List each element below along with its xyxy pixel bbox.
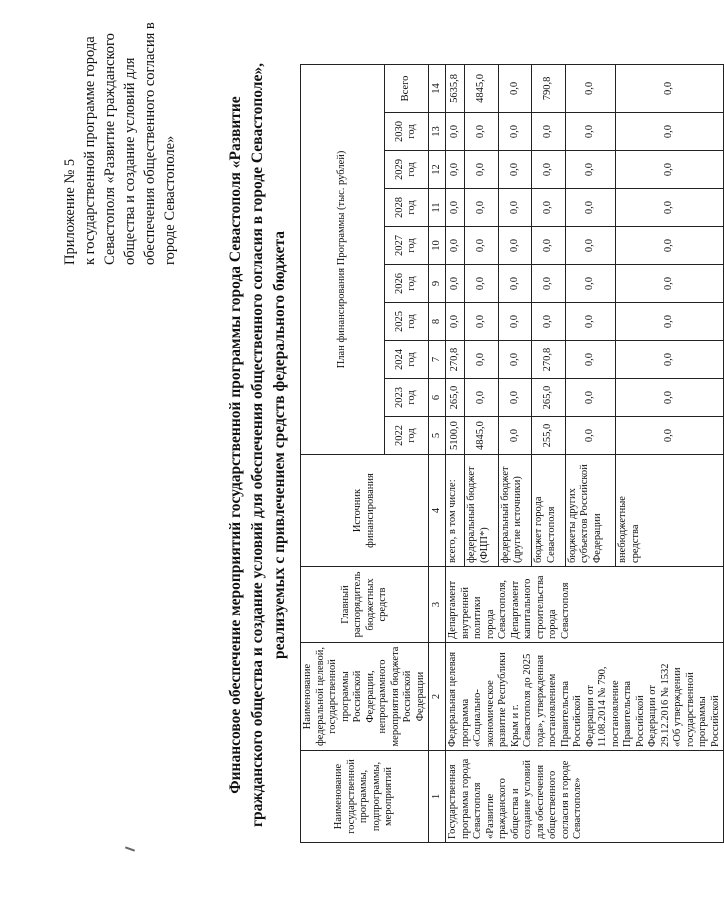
- total-cell: 4845,0: [465, 64, 499, 112]
- index-cell: 13: [429, 113, 446, 151]
- value-cell: 0,0: [565, 379, 615, 417]
- title-line: гражданского общества и создание условий для обеспечения общественного согласия в городе Севастополе»,: [249, 62, 266, 828]
- index-row: [429, 64, 446, 842]
- header-total: Всего: [384, 64, 428, 112]
- value-cell: 0,0: [616, 379, 724, 417]
- value-cell: 0,0: [446, 227, 465, 265]
- value-cell: 0,0: [498, 189, 532, 227]
- federal-program-cell: Федеральная целевая программа «Социально-экономическое развитие Республики Крым и г. Севастополя до 2025 года», утвержденная постановлением Правительства Российской Федерации от 11.08.2014 № 790, постановление Правительства Российской Федерации от 29.12.2016 № 1532 «Об утверждении государственной программы Российской: [446, 643, 724, 751]
- header-year: 2029 год: [384, 151, 428, 189]
- value-cell: 0,0: [616, 151, 724, 189]
- value-cell: 0,0: [565, 341, 615, 379]
- value-cell: 0,0: [532, 265, 566, 303]
- appendix-line: Приложение № 5: [62, 158, 78, 265]
- source-cell: всего, в том числе:: [446, 455, 465, 567]
- header-distributor: Главный распорядитель бюджетных средств: [301, 567, 429, 643]
- index-cell: 6: [429, 379, 446, 417]
- total-cell: 0,0: [565, 64, 615, 112]
- value-cell: 0,0: [498, 379, 532, 417]
- index-cell: 10: [429, 227, 446, 265]
- value-cell: 4845,0: [465, 417, 499, 455]
- source-cell: бюджет города Севастополя: [532, 455, 566, 567]
- value-cell: 0,0: [465, 113, 499, 151]
- source-cell: федеральный бюджет (другие источники): [498, 455, 532, 567]
- value-cell: 0,0: [498, 303, 532, 341]
- financing-table: [300, 64, 724, 843]
- value-cell: 270,8: [532, 341, 566, 379]
- index-cell: 7: [429, 341, 446, 379]
- value-cell: 0,0: [465, 227, 499, 265]
- value-cell: 0,0: [446, 303, 465, 341]
- appendix-note: [60, 10, 180, 265]
- value-cell: 0,0: [498, 265, 532, 303]
- index-cell: 12: [429, 151, 446, 189]
- header-year: 2030 год: [384, 113, 428, 151]
- value-cell: 0,0: [565, 113, 615, 151]
- index-cell: 9: [429, 265, 446, 303]
- value-cell: 0,0: [616, 265, 724, 303]
- appendix-line: городе Севастополе»: [162, 135, 178, 265]
- value-cell: 0,0: [532, 113, 566, 151]
- document-title: [225, 25, 291, 865]
- index-cell: 3: [429, 567, 446, 643]
- value-cell: 0,0: [465, 379, 499, 417]
- distributor-cell: Департамент внутренней политики города Севастополя, Департамент капитального строительства города Севастополя: [446, 567, 724, 643]
- total-cell: 5635,8: [446, 64, 465, 112]
- value-cell: 265,0: [446, 379, 465, 417]
- appendix-line: Севастополя «Развитие гражданского: [102, 33, 118, 265]
- value-cell: 0,0: [465, 341, 499, 379]
- header-year: 2023 год: [384, 379, 428, 417]
- value-cell: 0,0: [565, 151, 615, 189]
- title-line: реализуемых с привлечением средств федерального бюджета: [271, 231, 288, 659]
- header-source: Источник финансирования: [301, 455, 429, 567]
- value-cell: 270,8: [446, 341, 465, 379]
- header-plan: План финансирования Программы (тыс. рублей): [301, 64, 385, 454]
- index-cell: 5: [429, 417, 446, 455]
- table-row: [446, 64, 465, 842]
- header-federal-program: Наименование федеральной целевой, государственной программы Российской Федерации, непрограммного мероприятия бюджета Российской Федерации: [301, 643, 429, 751]
- value-cell: 0,0: [465, 189, 499, 227]
- value-cell: 0,0: [532, 151, 566, 189]
- value-cell: 0,0: [616, 227, 724, 265]
- value-cell: 0,0: [446, 151, 465, 189]
- total-cell: 790,8: [532, 64, 566, 112]
- value-cell: 0,0: [565, 417, 615, 455]
- value-cell: 5100,0: [446, 417, 465, 455]
- value-cell: 0,0: [616, 341, 724, 379]
- value-cell: 0,0: [616, 113, 724, 151]
- value-cell: 0,0: [446, 113, 465, 151]
- value-cell: 0,0: [616, 417, 724, 455]
- index-cell: 8: [429, 303, 446, 341]
- header-program: Наименование государственной программы, подпрограммы, мероприятий: [301, 751, 429, 843]
- header-year: 2027 год: [384, 227, 428, 265]
- value-cell: 265,0: [532, 379, 566, 417]
- value-cell: 0,0: [498, 151, 532, 189]
- source-cell: бюджеты других субъектов Российской Федерации: [565, 455, 615, 567]
- appendix-line: обеспечения общественного согласия в: [142, 22, 158, 265]
- value-cell: 0,0: [498, 417, 532, 455]
- index-cell: 2: [429, 643, 446, 751]
- appendix-line: общества и создание условий для: [122, 57, 138, 265]
- value-cell: 0,0: [565, 189, 615, 227]
- index-cell: 4: [429, 455, 446, 567]
- value-cell: 0,0: [446, 265, 465, 303]
- index-cell: 14: [429, 64, 446, 112]
- value-cell: 0,0: [565, 227, 615, 265]
- value-cell: 0,0: [498, 227, 532, 265]
- source-cell: федеральный бюджет (ФЦП*): [465, 455, 499, 567]
- total-cell: 0,0: [616, 64, 724, 112]
- source-cell: внебюджетные средства: [616, 455, 724, 567]
- value-cell: 0,0: [532, 227, 566, 265]
- header-year: 2026 год: [384, 265, 428, 303]
- header-row: [301, 64, 385, 842]
- title-line: Финансовое обеспечение мероприятий государственной программы города Севастополя «Развитие: [227, 96, 244, 794]
- header-year: 2025 год: [384, 303, 428, 341]
- value-cell: 0,0: [465, 265, 499, 303]
- value-cell: 0,0: [616, 303, 724, 341]
- value-cell: 0,0: [446, 189, 465, 227]
- header-year: 2024 год: [384, 341, 428, 379]
- value-cell: 0,0: [565, 303, 615, 341]
- total-cell: 0,0: [498, 64, 532, 112]
- program-cell: Государственная программа города Севастополя «Развитие гражданского общества и создание условий для обеспечения общественного согласия в городе Севастополе»: [446, 751, 724, 843]
- value-cell: 0,0: [565, 265, 615, 303]
- value-cell: 0,0: [465, 151, 499, 189]
- index-cell: 11: [429, 189, 446, 227]
- value-cell: 255,0: [532, 417, 566, 455]
- index-cell: 1: [429, 751, 446, 843]
- value-cell: 0,0: [532, 189, 566, 227]
- header-year: 2028 год: [384, 189, 428, 227]
- value-cell: 0,0: [465, 303, 499, 341]
- value-cell: 0,0: [616, 189, 724, 227]
- header-year: 2022 год: [384, 417, 428, 455]
- value-cell: 0,0: [498, 113, 532, 151]
- appendix-line: к государственной программе города: [82, 36, 98, 265]
- value-cell: 0,0: [532, 303, 566, 341]
- value-cell: 0,0: [498, 341, 532, 379]
